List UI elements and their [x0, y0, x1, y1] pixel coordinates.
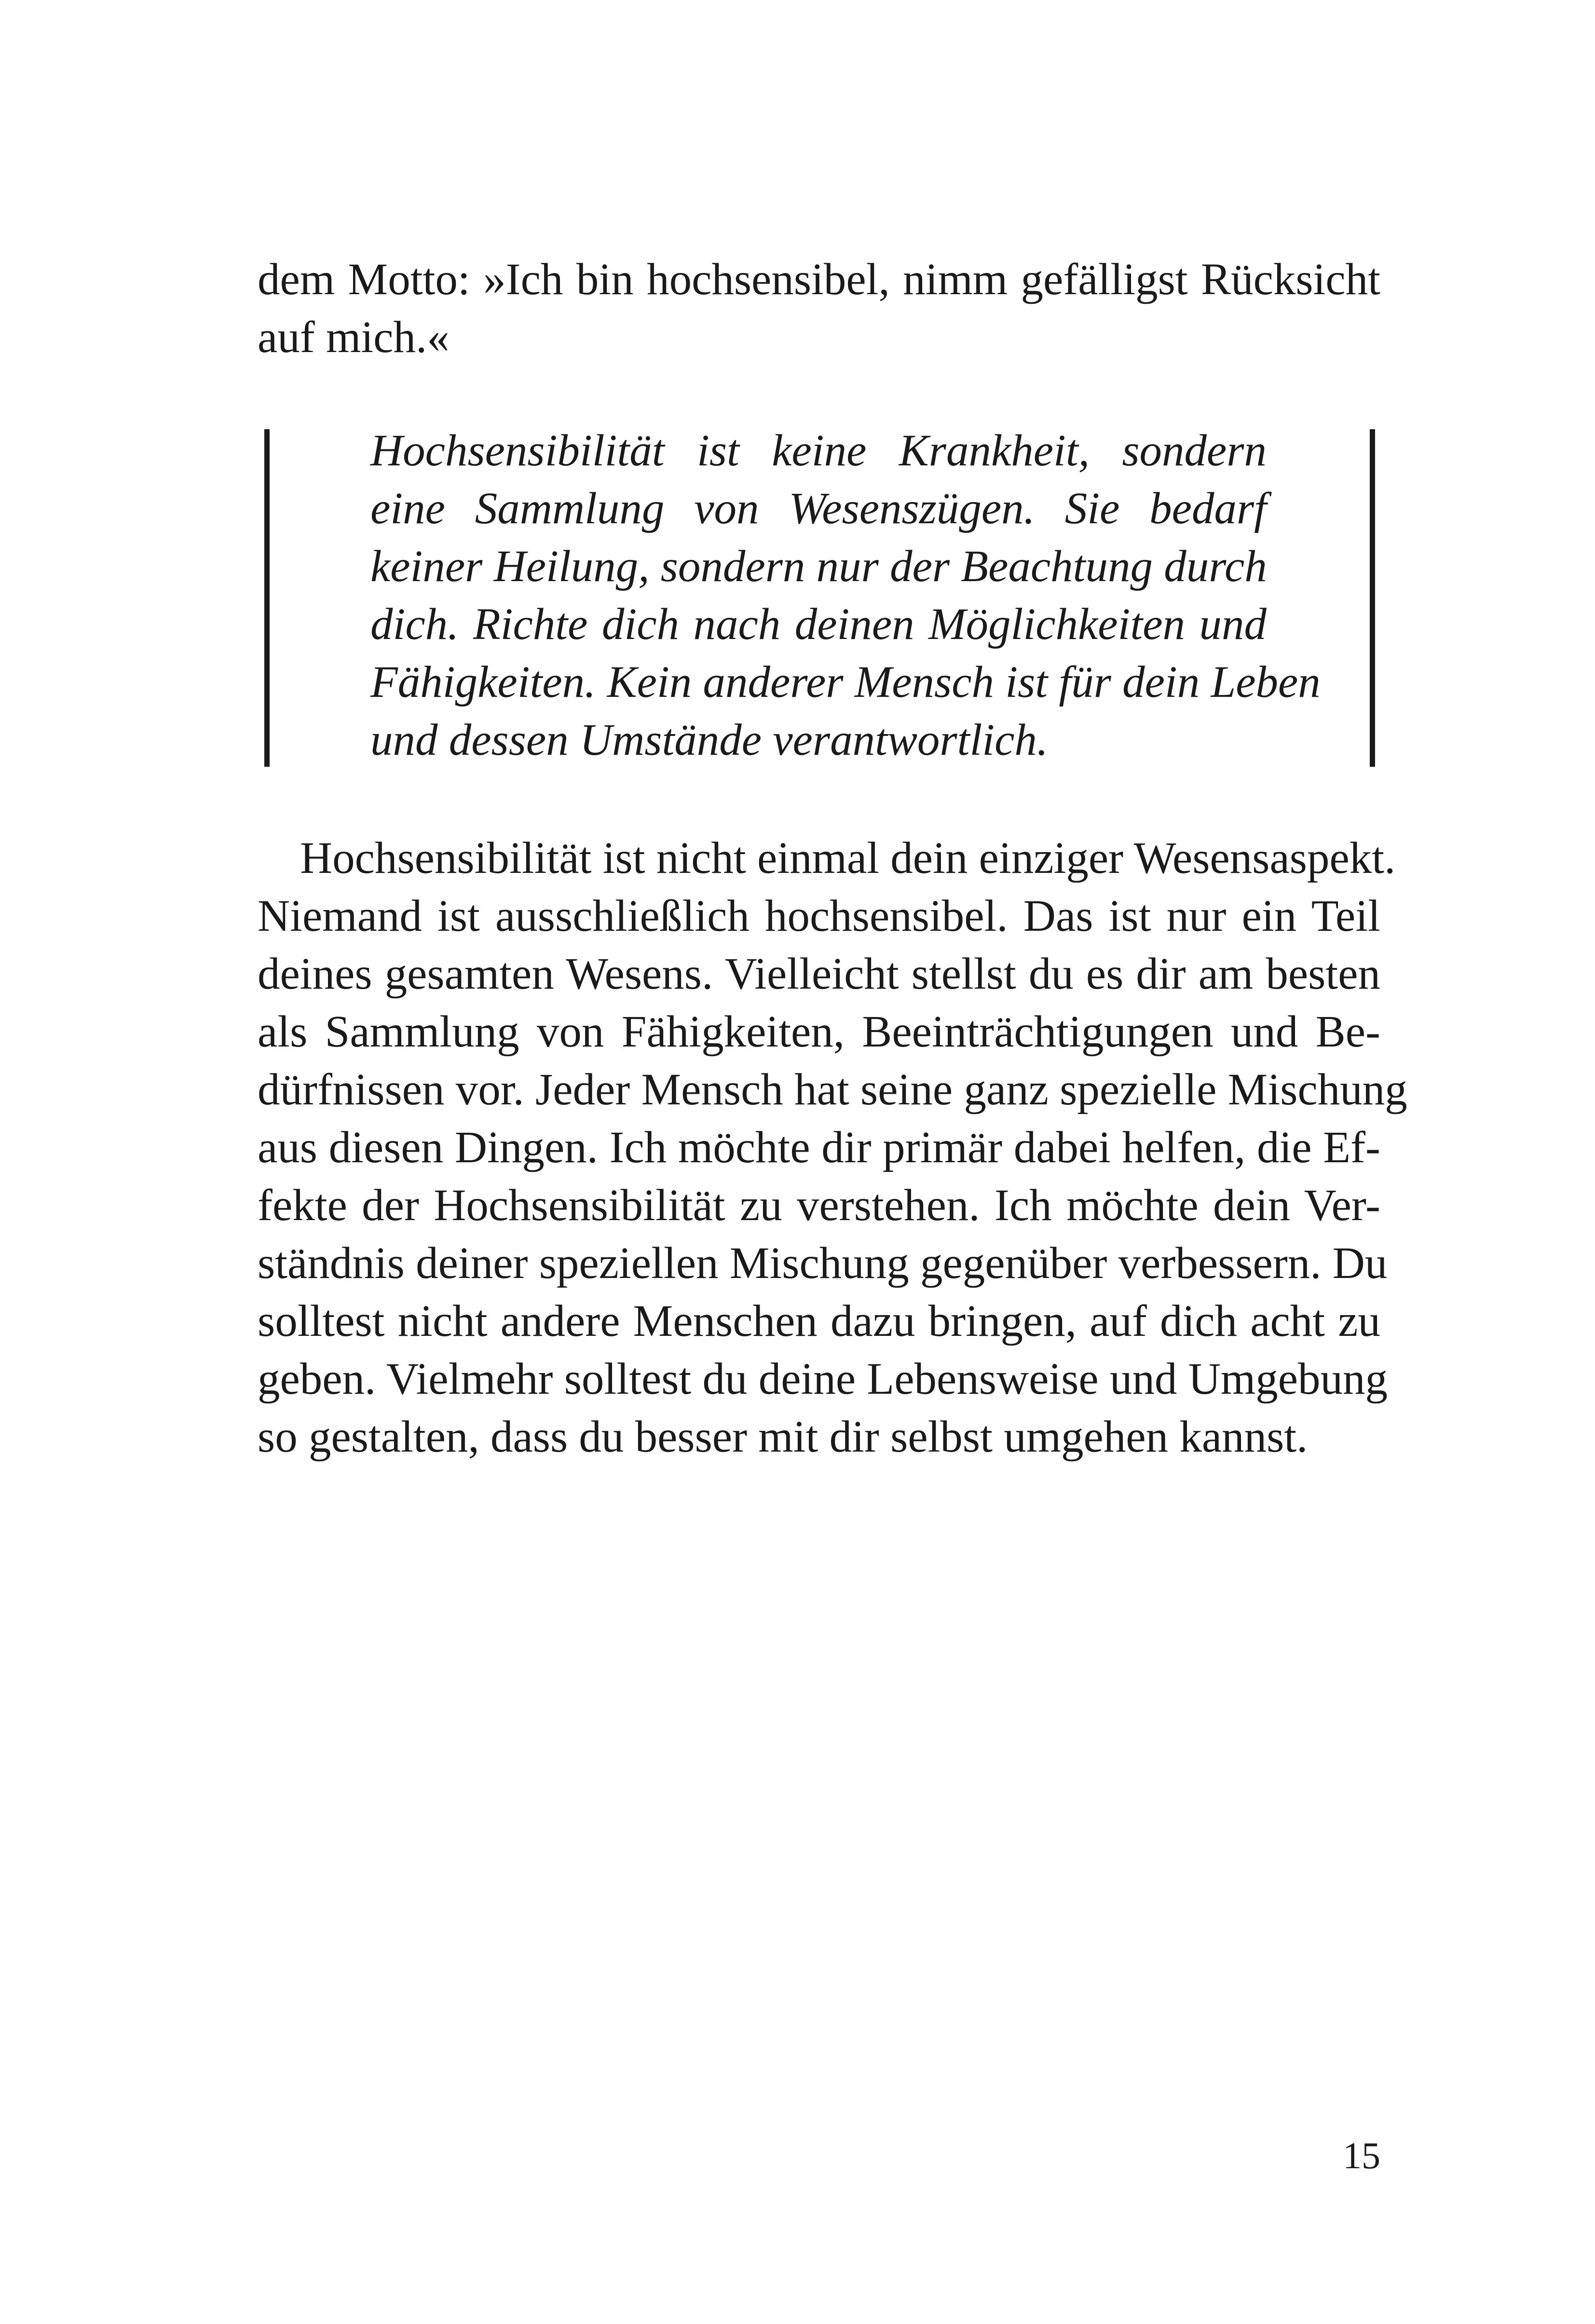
intro-line: dem Motto: »Ich bin hochsensibel, nimm gefälligst Rücksicht [258, 255, 1380, 304]
quote-line: und dessen Umstände verantwortlich. [370, 715, 1049, 765]
intro-line: auf mich.« [258, 313, 450, 362]
paragraph-line: fekte der Hochsensibilität zu verstehen. Ich möchte dein Ver- [258, 1181, 1380, 1230]
paragraph-line: geben. Vielmehr solltest du deine Lebensweise und Umgebung [258, 1354, 1388, 1404]
page-number: 15 [1343, 2134, 1380, 2176]
paragraph-line: solltest nicht andere Menschen dazu bringen, auf dich acht zu [258, 1296, 1380, 1346]
quote-line: Fähigkeiten. Kein anderer Mensch ist für dein Leben [370, 657, 1321, 707]
paragraph-line: aus diesen Dingen. Ich möchte dir primär dabei helfen, die Ef- [258, 1123, 1380, 1172]
quote-line: dich. Richte dich nach deinen Möglichkeiten und [370, 599, 1267, 649]
paragraph-line: deines gesamten Wesens. Vielleicht stellst du es dir am besten [258, 949, 1380, 999]
paragraph-line: dürfnissen vor. Jeder Mensch hat seine ganz spezielle Mischung [258, 1065, 1407, 1114]
quote-line: Hochsensibilität ist keine Krankheit, sondern [370, 426, 1267, 476]
quote-bar-left [264, 429, 270, 767]
paragraph-line: ständnis deiner speziellen Mischung gegenüber verbessern. Du [258, 1238, 1388, 1288]
quote-line: eine Sammlung von Wesenszügen. Sie bedarf [370, 484, 1267, 533]
paragraph-line: Hochsensibilität ist nicht einmal dein einziger Wesensaspekt. [300, 833, 1396, 883]
paragraph-line: so gestalten, dass du besser mit dir selbst umgehen kannst. [258, 1412, 1308, 1462]
paragraph-line: als Sammlung von Fähigkeiten, Beeinträchtigungen und Be- [258, 1007, 1380, 1057]
paragraph-line: Niemand ist ausschließlich hochsensibel. Das ist nur ein Teil [258, 891, 1380, 941]
quote-line: keiner Heilung, sondern nur der Beachtung durch [370, 542, 1267, 591]
quote-bar-right [1370, 429, 1375, 767]
